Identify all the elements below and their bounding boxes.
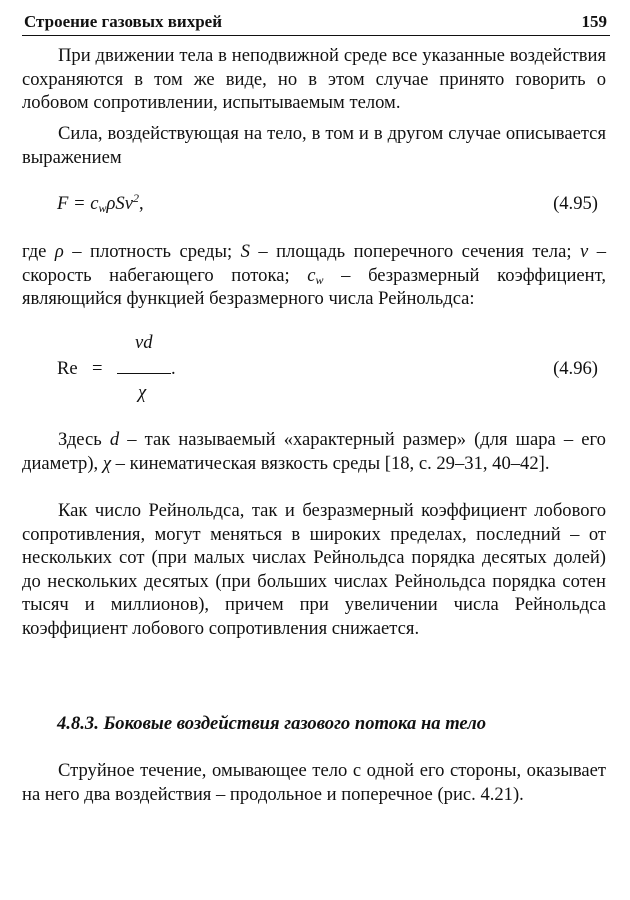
reynolds-label: Re [57,358,78,379]
p4-text-b: – так называемый «характерный размер» (для шара – его диаметр), [22,429,606,474]
page-number: 159 [581,12,607,31]
paragraph-4 [22,428,606,475]
fraction-bar [117,373,171,374]
fraction-denominator: χ [138,382,147,403]
reynolds-equals: = [92,358,103,379]
section-heading: 4.8.3. Боковые воздействия газового потока на тело [57,713,487,734]
running-title: Строение газовых вихрей [24,12,222,31]
eq1-subscript: w [98,201,107,215]
p3-text-d: – скорость набегающего потока; [22,241,606,286]
equation-4-95 [57,193,144,215]
running-header [22,11,610,36]
paragraph-6: Струйное течение, омывающее тело с одной его стороны, оказывает на него два воздействия – продольное и поперечное (рис. 4.21). [22,760,606,805]
eq1-rhs: ρSv [106,193,133,214]
p3-symbol-c: c [307,264,316,286]
eq1-tail: , [138,193,144,214]
eq1-lhs: F = c [57,193,99,214]
p3-symbol-s: S [240,241,250,262]
fraction-numerator: vd [135,332,153,353]
p4-symbol-d: d [109,429,120,450]
p3-text-e: – безразмерный коэффициент, являющийся функцией безразмерного числа Рейнольдса: [22,264,607,309]
paragraph-1: При движении тела в неподвижной среде все указанные воздействия сохраняются в том же виде, но в этом случае принято говорить о лобовом сопротивлении, испытываемым телом. [22,45,606,113]
p3-text-a: где [22,241,55,262]
p3-symbol-rho: ρ [54,241,64,262]
p3-text-b: – плотность среды; [63,241,241,262]
equation-number-4-96: (4.96) [553,358,598,379]
p3-symbol-v: v [579,241,589,262]
paragraph-5: Как число Рейнольдса, так и безразмерный коэффициент лобового сопротивления, могут меняться в широких пределах, последний – от нескольких сот (при малых числах Рейнольдса порядка десятых долей) до нескольких десятых (при больших числах Рейнольдса порядка сотен тысяч и миллионов), причем при увеличении числа Рейнольдса коэффициент лобового сопротивления снижается. [22,500,606,639]
paragraph-2: Сила, воздействующая на тело, в том и в другом случае описывается выражением [22,123,606,168]
paragraph-3 [22,240,606,311]
p4-text-c: – кинематическая вязкость среды [18, с. 29–31, 40–42]. [111,452,550,474]
eq1-superscript: 2 [132,191,139,205]
p3-text-c: – площадь поперечного сечения тела; [249,241,580,262]
p4-symbol-chi: χ [102,452,112,474]
p3-symbol-w: w [315,272,324,287]
book-page [22,0,610,900]
fraction-tail: . [171,358,176,379]
equation-number-4-95: (4.95) [553,193,598,214]
p4-text-a: Здесь [58,429,110,450]
